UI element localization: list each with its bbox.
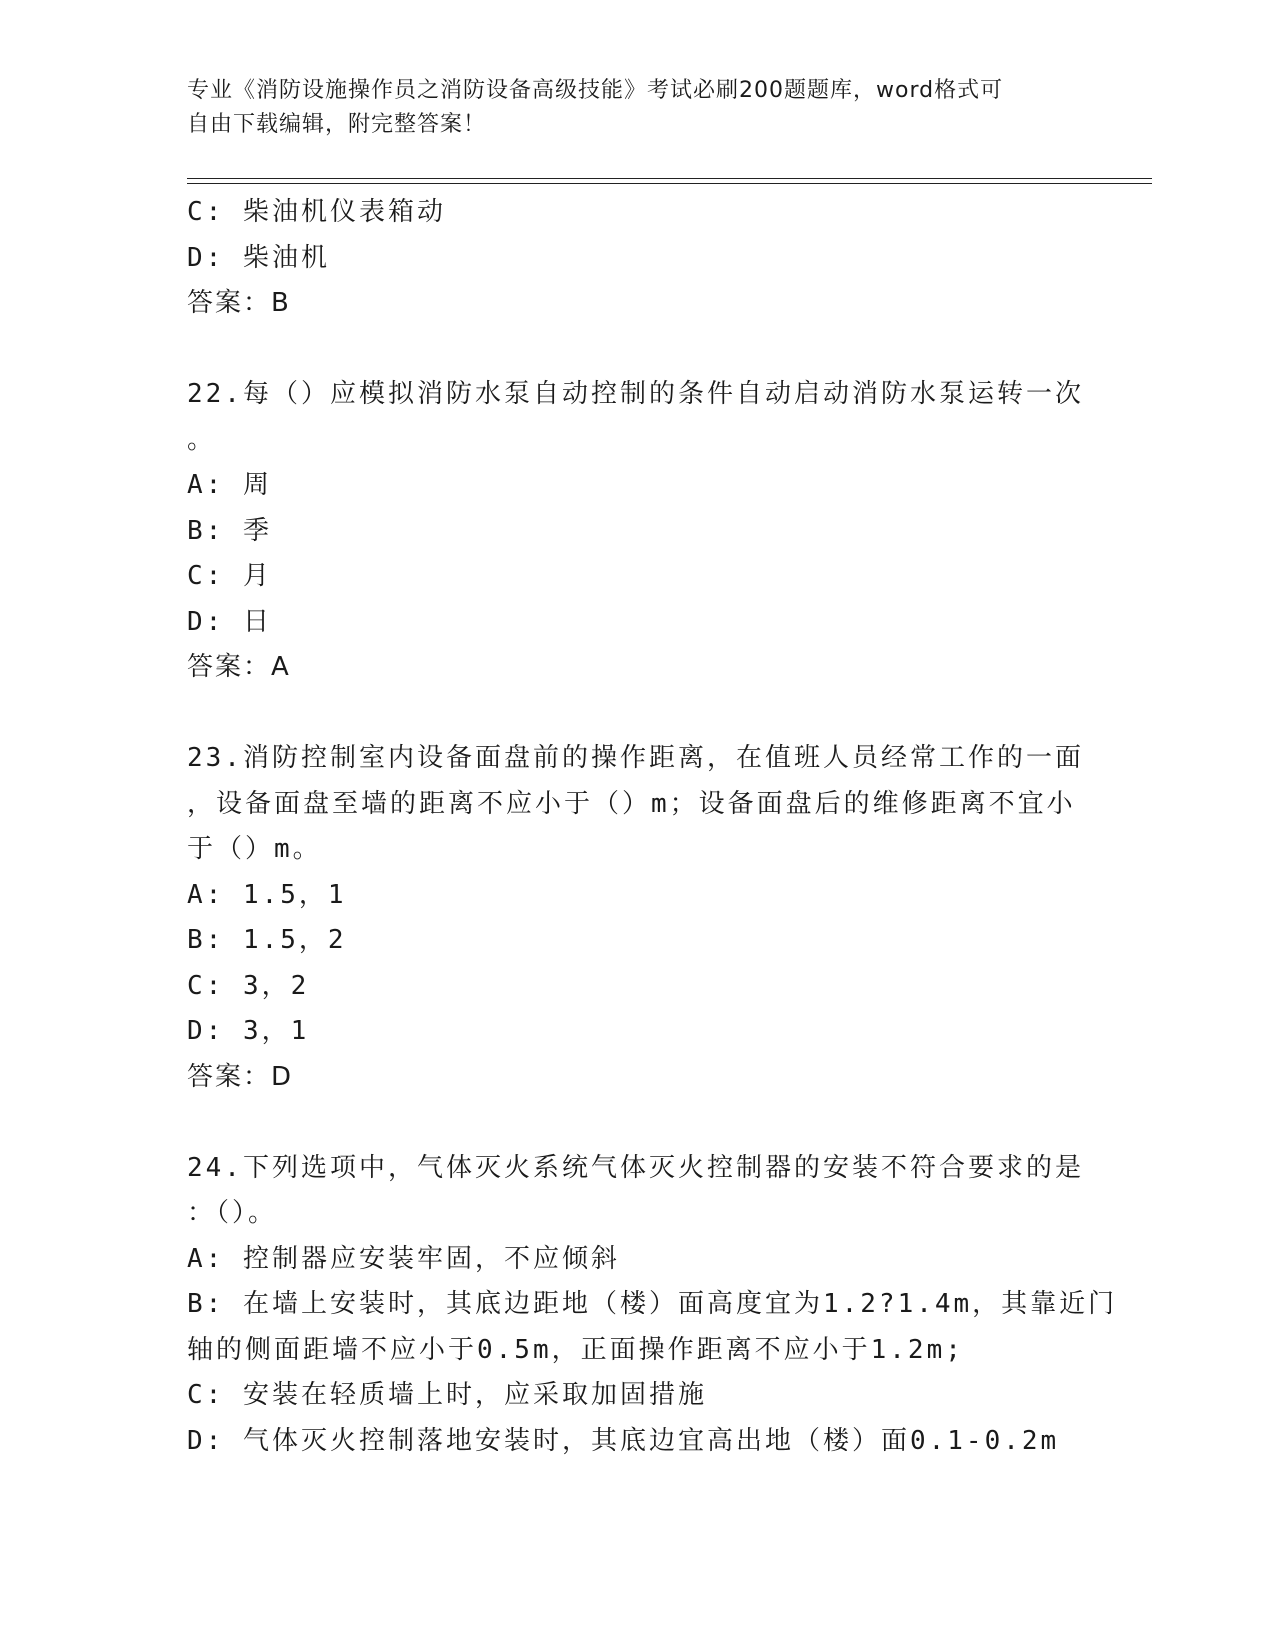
answer-line: 答案：B	[187, 288, 291, 318]
header-line-1: 专业《消防设施操作员之消防设备高级技能》考试必刷200题题库，word格式可	[187, 78, 1004, 103]
question-24	[187, 1146, 1118, 1465]
option-b-continued: 轴的侧面距墙不应小于0.5m，正面操作距离不应小于1.2m;	[187, 1334, 964, 1365]
question-23	[187, 736, 1084, 1100]
option-b: B: 1.5，2	[187, 925, 347, 955]
option-c: C: 3，2	[187, 970, 310, 1001]
question-text: 于（）m。	[187, 834, 322, 864]
option-b: B: 在墙上安装时，其底边距地（楼）面高度宜为1.2?1.4m，其靠近门	[187, 1289, 1118, 1319]
spacer	[187, 327, 1077, 373]
header-line-2: 自由下载编辑，附完整答案！	[187, 112, 487, 137]
option-d: D: 柴油机	[187, 242, 330, 273]
option-c: C: 柴油机仪表箱动	[187, 197, 446, 227]
question-text: ，设备面盘至墙的距离不应小于（）m；设备面盘后的维修距离不宜小	[187, 788, 1076, 819]
option-c: C: 月	[187, 561, 272, 591]
spacer	[187, 1100, 1077, 1146]
document-header	[187, 74, 1077, 142]
question-text: 22.每（）应模拟消防水泵自动控制的条件自动启动消防水泵运转一次	[187, 379, 1084, 409]
question-text: ：（）。	[187, 1198, 278, 1228]
spacer	[187, 691, 1077, 737]
option-a: A: 控制器应安装牢固，不应倾斜	[187, 1243, 620, 1274]
option-a: A: 周	[187, 470, 272, 500]
option-d: D: 日	[187, 606, 272, 637]
question-text: 24.下列选项中，气体灭火系统气体灭火控制器的安装不符合要求的是	[187, 1152, 1084, 1183]
option-a: A: 1.5，1	[187, 879, 347, 910]
answer-line: 答案：A	[187, 652, 291, 682]
question-content	[187, 190, 1118, 1464]
option-d: D: 3，1	[187, 1016, 310, 1046]
question-text: 。	[187, 424, 217, 455]
option-c: C: 安装在轻质墙上时，应采取加固措施	[187, 1380, 707, 1410]
question-21-tail	[187, 190, 1077, 327]
question-22	[187, 372, 1084, 691]
header-divider-top	[187, 178, 1152, 179]
option-d: D: 气体灭火控制落地安装时，其底边宜高出地（楼）面0.1-0.2m	[187, 1425, 1060, 1456]
header-divider-bottom	[187, 183, 1152, 184]
question-text: 23.消防控制室内设备面盘前的操作距离，在值班人员经常工作的一面	[187, 743, 1084, 773]
option-b: B: 季	[187, 515, 272, 546]
answer-line: 答案：D	[187, 1061, 294, 1092]
